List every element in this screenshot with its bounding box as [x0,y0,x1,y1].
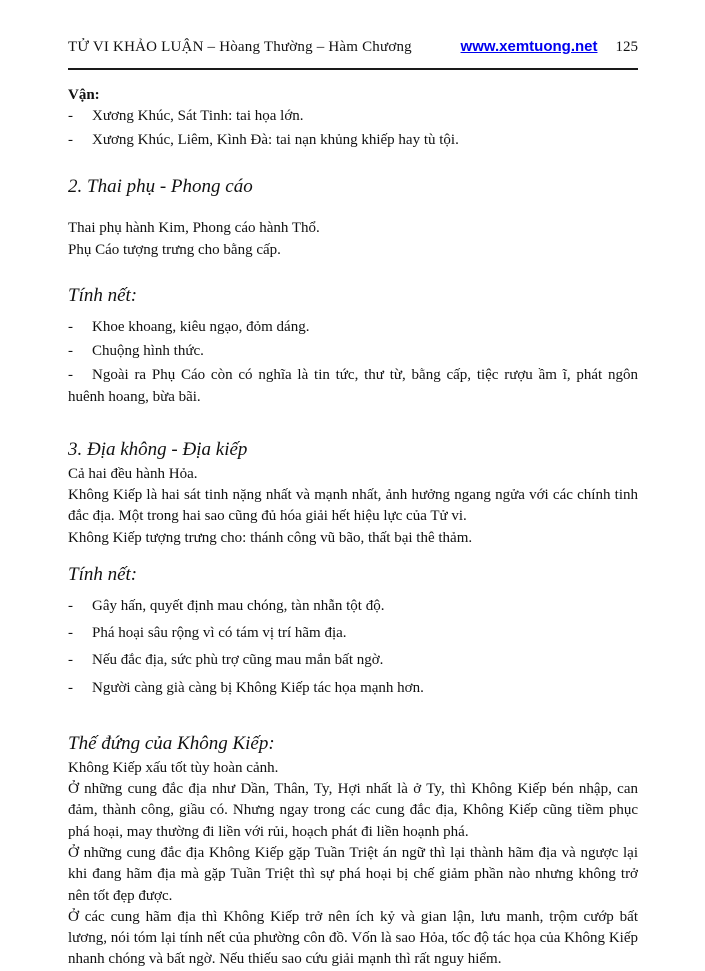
list-item-text: Xương Khúc, Liêm, Kình Đà: tai nạn khủng khiếp hay tù tội. [92,132,459,149]
section-heading-the-dung: Thế đứng của Không Kiếp: [68,732,275,754]
paragraph: Cả hai đều hành Hỏa. [68,465,198,482]
list-item-text: Người càng già càng bị Không Kiếp tác họa mạnh hơn. [92,679,424,696]
website-link[interactable]: www.xemtuong.net [460,38,598,55]
list-item [68,623,638,644]
list-item [68,365,638,408]
list-item [68,130,638,151]
list-item-text: Ngoài ra Phụ Cáo còn có nghĩa là tin tức, thư từ, bằng cấp, tiệc rượu ầm ĩ, phát ngôn huênh hoang, bừa bãi. [68,367,638,405]
list-item [68,650,638,671]
list-item-text: Phá hoại sâu rộng vì có tám vị trí hãm địa. [92,625,347,642]
van-heading: Vận: [68,87,100,103]
paragraph: Không Kiếp là hai sát tinh nặng nhất và mạnh nhất, ảnh hưởng ngang ngửa với các chính tinh đắc địa. Một trong hai sao cũng đủ hóa giải hết hiệu lực của Tử vi. [68,487,638,525]
list-item-text: Khoe khoang, kiêu ngạo, đỏm dáng. [92,318,310,335]
list-item-text: Nếu đắc địa, sức phù trợ cũng mau mắn bất ngờ. [92,652,384,669]
list-item-text: Xương Khúc, Sát Tinh: tai họa lớn. [92,108,304,124]
list-item-text: Chuộng hình thức. [92,343,204,360]
header-right-group [461,38,638,56]
list-item [68,341,638,362]
paragraph: Ở những cung đắc địa như Dần, Thân, Ty, Hợi nhất là ở Ty, thì Không Kiếp bén nhập, can đảm, thành công, giầu có. Nhưng ngay trong các cung đắc địa, Không Kiếp cũng tiềm phục phá hoại, may thường đi liền với rủi, hoạch phát đi liền hoạnh phá. [68,781,638,840]
paragraph: Ở các cung hãm địa thì Không Kiếp trở nên ích kỷ và gian lận, lưu manh, trộm cướp bất lương, nói tóm lại tính nết của phường côn đồ. Vốn là sao Hỏa, tốc độ tác họa của Không Kiếp nhanh chóng và bất ngờ. Nếu thiếu sao cứu giải mạnh thì rất nguy hiểm. [68,908,638,968]
paragraph: Ở những cung đắc địa Không Kiếp gặp Tuần Triệt án ngữ thì lại thành hãm địa và ngược lại khi đang hãm địa mà gặp Tuần Triệt thì sự phá hoại bị chế giảm phần nào nhưng không trở nên tốt đẹp được. [68,844,638,904]
paragraph: Phụ Cáo tượng trưng cho bằng cấp. [68,241,281,258]
bullet-marker: - [68,597,73,614]
bullet-marker: - [68,652,73,669]
list-item [68,106,638,127]
bullet-marker: - [68,625,73,642]
page-content [68,85,638,971]
paragraph: Không Kiếp tượng trưng cho: thánh công vũ bão, thất bại thê thảm. [68,529,473,546]
paragraph: Không Kiếp xấu tốt tùy hoàn cảnh. [68,759,279,776]
section-heading-dia-khong: 3. Địa không - Địa kiếp [68,438,248,460]
book-title: TỬ VI KHẢO LUẬN – Hòang Thường – Hàm Chương [68,39,412,55]
list-item [68,678,638,699]
list-item [68,317,638,338]
section-heading-tinh-net-1: Tính nết: [68,284,138,306]
list-item-text: Gây hấn, quyết định mau chóng, tàn nhẫn tột độ. [92,597,385,614]
page-header [68,38,638,70]
section-heading-tinh-net-2: Tính nết: [68,563,138,585]
bullet-marker: - [68,367,73,384]
bullet-marker: - [68,318,73,335]
bullet-marker: - [68,108,73,124]
list-item [68,596,638,617]
section-heading-thai-phu: 2. Thai phụ - Phong cáo [68,175,253,197]
bullet-marker: - [68,679,73,696]
bullet-marker: - [68,343,73,360]
page-number: 125 [615,39,638,55]
paragraph: Thai phụ hành Kim, Phong cáo hành Thổ. [68,220,320,237]
bullet-marker: - [68,132,73,149]
